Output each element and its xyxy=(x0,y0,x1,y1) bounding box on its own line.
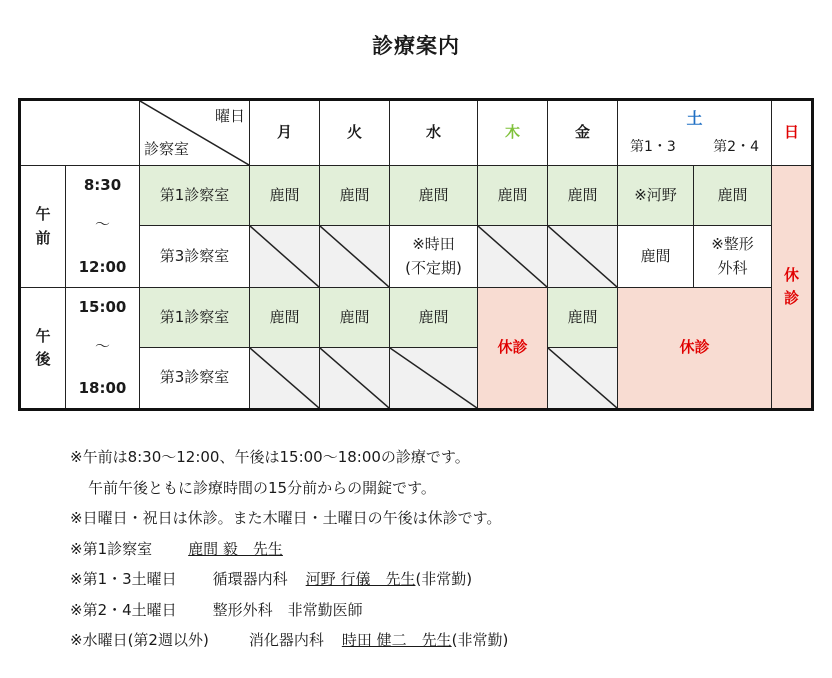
cell-afternoon-r3-tue-empty xyxy=(320,348,390,410)
cell-morning-r3-thu-empty xyxy=(478,226,548,288)
time-afternoon xyxy=(66,288,140,410)
corner-room-label: 診察室 xyxy=(144,139,190,158)
room-label: 第3診察室 xyxy=(140,226,250,288)
day-sun: 日 xyxy=(772,100,813,166)
sat24-dept-line1: ※整形 xyxy=(711,235,754,254)
cell-morning-r1-sat24: 鹿間 xyxy=(694,166,772,226)
cell-morning-r1-sat13: ※河野 xyxy=(618,166,694,226)
cell-afternoon-r1-tue: 鹿間 xyxy=(320,288,390,348)
note-sat13-parttime: (非常勤) xyxy=(415,570,473,588)
header-corner-cell xyxy=(140,100,250,166)
day-mon: 月 xyxy=(250,100,320,166)
day-sat xyxy=(618,100,772,166)
note-sat24 xyxy=(70,595,508,626)
cell-afternoon-r3-fri-empty xyxy=(548,348,618,410)
cell-morning-r1-tue: 鹿間 xyxy=(320,166,390,226)
corner-weekday-label: 曜日 xyxy=(214,107,245,125)
period-afternoon-char2: 後 xyxy=(35,350,51,368)
time-afternoon-sep: 〜 xyxy=(94,337,110,355)
note-sat13-dept: 循環器内科 xyxy=(212,570,288,588)
day-tue: 火 xyxy=(320,100,390,166)
diagonal-line xyxy=(548,348,617,408)
period-morning xyxy=(20,166,66,288)
room-label: 第1診察室 xyxy=(140,166,250,226)
sat24-dept-line2: 外科 xyxy=(717,258,748,277)
note-wed-dept: 消化器内科 xyxy=(248,631,324,649)
cell-morning-r3-mon-empty xyxy=(250,226,320,288)
diagonal-line xyxy=(478,226,547,287)
note-unlock: 午前午後ともに診療時間の15分前からの開錠です。 xyxy=(88,478,436,497)
cell-morning-r1-fri: 鹿間 xyxy=(548,166,618,226)
cell-morning-r1-thu: 鹿間 xyxy=(478,166,548,226)
note-closed-days: ※日曜日・祝日は休診。また木曜日・土曜日の午後は休診です。 xyxy=(70,509,502,527)
day-wed: 水 xyxy=(390,100,478,166)
wed-irregular: (不定期) xyxy=(405,258,462,277)
period-morning-char1: 午 xyxy=(35,205,51,224)
page-title: 診療案内 xyxy=(372,34,460,58)
schedule-table xyxy=(18,98,814,411)
cell-afternoon-r3-wed-empty xyxy=(390,348,478,410)
note-room1-label: ※第1診察室 xyxy=(70,539,153,558)
time-morning-start: 8:30 xyxy=(83,176,122,194)
cell-afternoon-r1-fri: 鹿間 xyxy=(548,288,618,348)
period-morning-char2: 前 xyxy=(35,228,51,247)
day-sat-label: 土 xyxy=(686,109,703,128)
diagonal-line xyxy=(390,348,477,408)
time-afternoon-start: 15:00 xyxy=(78,298,127,316)
diagonal-line xyxy=(250,348,319,408)
diagonal-line xyxy=(320,348,389,408)
time-morning-end: 12:00 xyxy=(78,257,127,276)
diagonal-line xyxy=(548,226,617,287)
note-wed xyxy=(70,625,508,656)
diagonal-line xyxy=(320,226,389,287)
time-afternoon-end: 18:00 xyxy=(78,378,127,397)
wed-doctor: ※時田 xyxy=(412,235,455,254)
day-fri: 金 xyxy=(548,100,618,166)
note-room1-doctor: 鹿間 毅 先生 xyxy=(188,539,283,558)
sat-week24-label: 第2・4 xyxy=(713,139,759,156)
header-empty-cell xyxy=(20,100,140,166)
note-sat24-label: ※第2・4土曜日 xyxy=(70,600,177,619)
room-label: 第1診察室 xyxy=(140,288,250,348)
cell-morning-r3-sat24 xyxy=(694,226,772,288)
period-afternoon xyxy=(20,288,66,410)
day-thu: 木 xyxy=(478,100,548,166)
cell-afternoon-r1-mon: 鹿間 xyxy=(250,288,320,348)
notes-section xyxy=(70,442,508,656)
cell-morning-r3-fri-empty xyxy=(548,226,618,288)
note-sat13-label: ※第1・3土曜日 xyxy=(70,570,177,588)
note-wed-parttime: (非常勤) xyxy=(451,631,509,649)
period-afternoon-char1: 午 xyxy=(35,326,51,345)
cell-thursday-pm-closed: 休診 xyxy=(478,288,548,410)
note-sat24-dept: 整形外科 非常勤医師 xyxy=(212,600,363,619)
cell-morning-r3-tue-empty xyxy=(320,226,390,288)
note-sat13-doctor: 河野 行儀 先生 xyxy=(305,570,416,588)
cell-saturday-pm-closed: 休診 xyxy=(618,288,772,410)
note-sat13 xyxy=(70,564,508,595)
room-label: 第3診察室 xyxy=(140,348,250,410)
sunday-closed-char1: 休 xyxy=(783,265,799,284)
cell-morning-r1-wed: 鹿間 xyxy=(390,166,478,226)
sunday-closed-char2: 診 xyxy=(783,289,799,307)
sat-week13-label: 第1・3 xyxy=(630,139,676,156)
note-wed-label: ※水曜日(第2週以外) xyxy=(70,631,209,649)
cell-afternoon-r3-mon-empty xyxy=(250,348,320,410)
diagonal-line xyxy=(250,226,319,287)
cell-afternoon-r1-wed: 鹿間 xyxy=(390,288,478,348)
cell-morning-r3-wed xyxy=(390,226,478,288)
cell-sunday-closed xyxy=(772,166,813,410)
cell-morning-r1-mon: 鹿間 xyxy=(250,166,320,226)
cell-morning-r3-sat13: 鹿間 xyxy=(618,226,694,288)
time-morning-sep: 〜 xyxy=(94,215,110,233)
time-morning xyxy=(66,166,140,288)
note-room1 xyxy=(70,534,508,565)
note-wed-doctor: 時田 健二 先生 xyxy=(341,631,452,649)
note-hours: ※午前は8:30〜12:00、午後は15:00〜18:00の診療です。 xyxy=(70,448,470,466)
